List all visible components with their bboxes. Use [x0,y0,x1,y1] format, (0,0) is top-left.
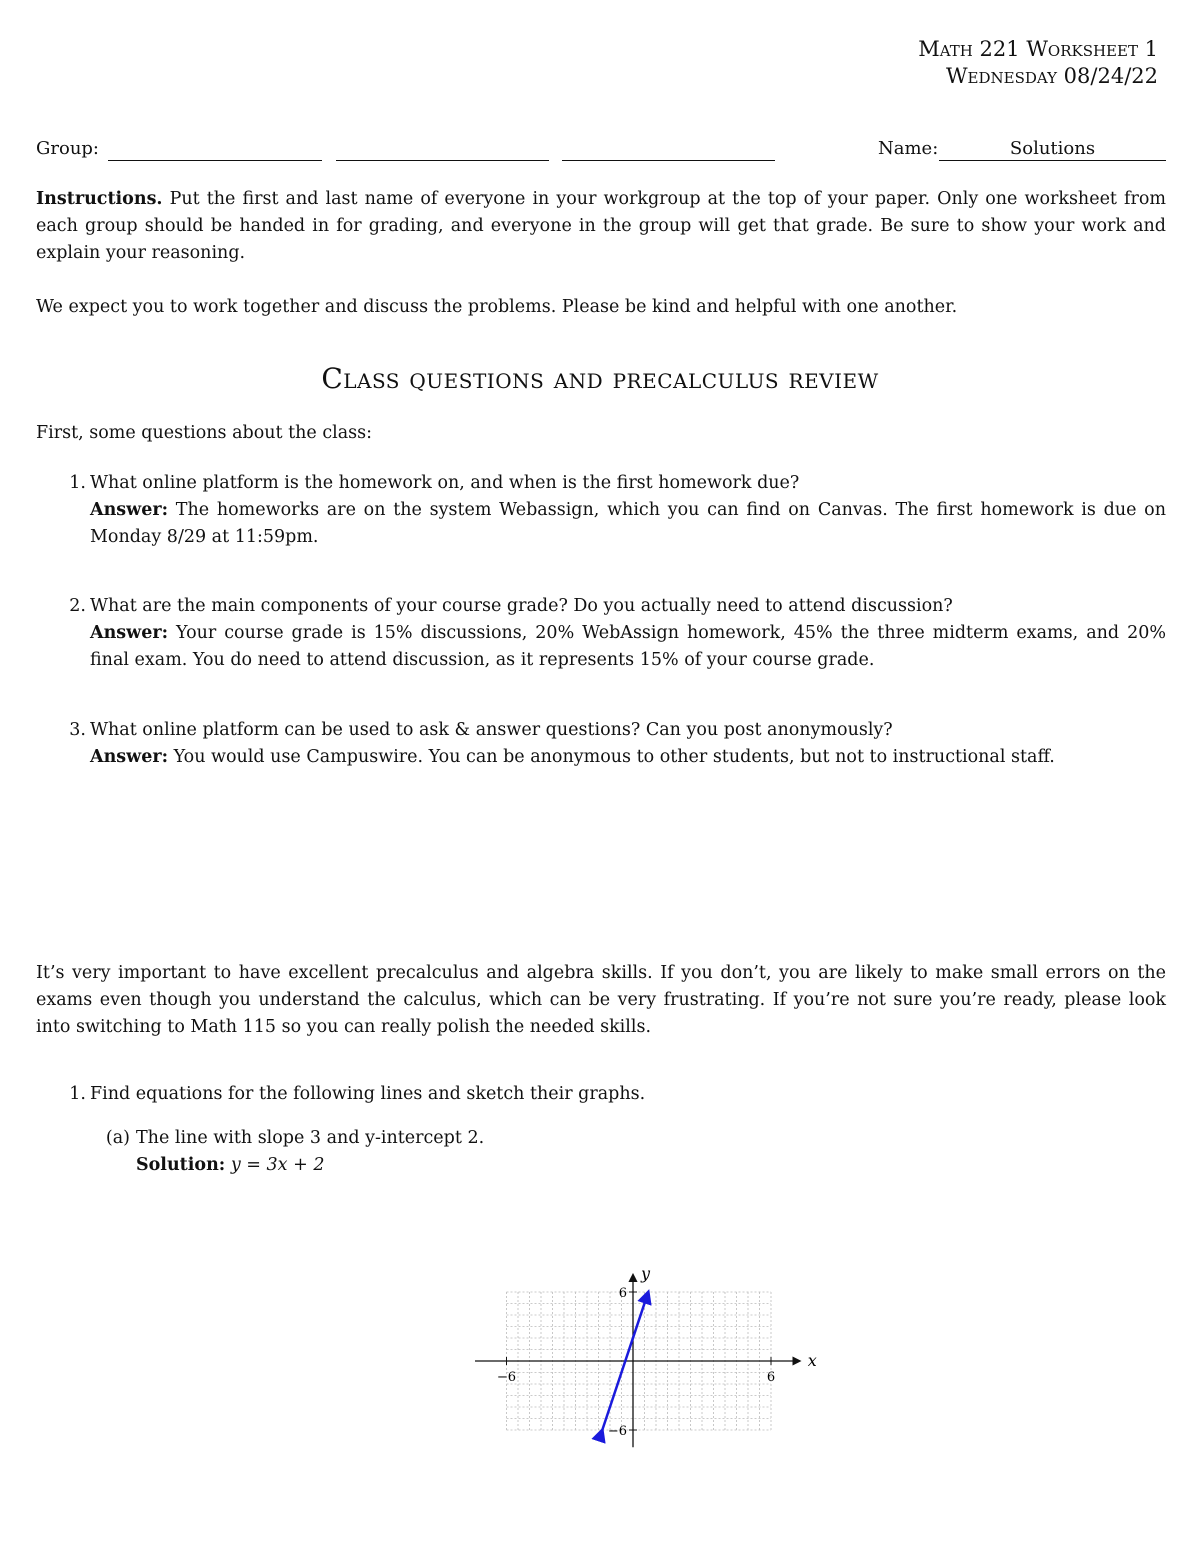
group-member-blank-1[interactable] [108,160,322,161]
class-question-1 [36,470,1166,551]
answer-text: You would use Campuswire. You can be anonymous to other students, but not to instructional staff. [173,747,1055,767]
question-text: What online platform can be used to ask & answer questions? Can you post anonymously? [90,720,893,740]
solution-label: Solution: [136,1155,226,1175]
y-axis-label: y [641,1263,651,1283]
precalc-note: It’s very important to have excellent precalculus and algebra skills. If you don’t, you are likely to make small errors on the exams even though you understand the calculus, which can be very frustrating. If you’re not sure you’re ready, please look into switching to Math 115 so you can really polish the needed skills. [36,963,1166,1037]
expectation-paragraph: We expect you to work together and discuss the problems. Please be kind and helpful with one another. [36,297,958,317]
group-member-blank-3[interactable] [562,160,775,161]
group-name-row [36,138,1166,164]
y-tick-label-neg: −6 [607,1424,627,1439]
course-title: Math 221 Worksheet 1 [918,37,1158,61]
name-label: Name: [878,138,939,159]
name-field[interactable]: Solutions [939,138,1166,161]
answer-label: Answer: [90,747,169,767]
class-question-2 [36,593,1166,674]
question-number: 1. [69,473,86,493]
problem-text: Find equations for the following lines and sketch their graphs. [90,1084,646,1104]
problem-1a [90,1125,1166,1179]
y-tick-label-pos: 6 [618,1286,627,1301]
group-member-blank-2[interactable] [336,160,549,161]
part-text: The line with slope 3 and y-intercept 2. [136,1128,485,1148]
question-number: 3. [69,720,86,740]
problem-number: 1. [69,1084,86,1104]
section-title: Class questions and precalculus review [321,362,879,395]
answer-text: The homeworks are on the system Webassign, which you can find on Canvas. The first homework is due on Monday 8/29 at 11:59pm. [90,500,1166,547]
answer-label: Answer: [90,500,169,520]
question-text: What are the main components of your course grade? Do you actually need to attend discussion? [90,596,953,616]
answer-text: Your course grade is 15% discussions, 20% WebAssign homework, 45% the three midterm exams, and 20% final exam. You do need to attend discussion, as it represents 15% of your course grade. [90,623,1166,670]
instructions-lead: Instructions. [36,189,163,209]
part-label: (a) [105,1128,130,1148]
x-axis-label: x [807,1351,817,1370]
worksheet-date: Wednesday 08/24/22 [945,64,1158,88]
question-number: 2. [69,596,86,616]
instructions-text: Put the first and last name of everyone in your workgroup at the top of your paper. Only one worksheet from each group should be handed in for grading, and everyone in the group will get that grade. Be sure to show your work and explain your reasoning. [36,189,1166,263]
line-graph [460,1190,820,1530]
instructions-paragraph [36,186,1166,267]
solution-equation: y = 3x + 2 [230,1155,325,1175]
answer-label: Answer: [90,623,169,643]
worksheet-header [918,36,1158,90]
intro-text: First, some questions about the class: [36,423,373,443]
x-tick-label-pos: 6 [766,1370,776,1385]
x-tick-label-neg: −6 [496,1370,517,1385]
question-text: What online platform is the homework on, and when is the first homework due? [90,473,800,493]
group-label: Group: [36,138,99,159]
problem-1 [36,1081,1166,1108]
class-question-3 [36,717,1166,771]
